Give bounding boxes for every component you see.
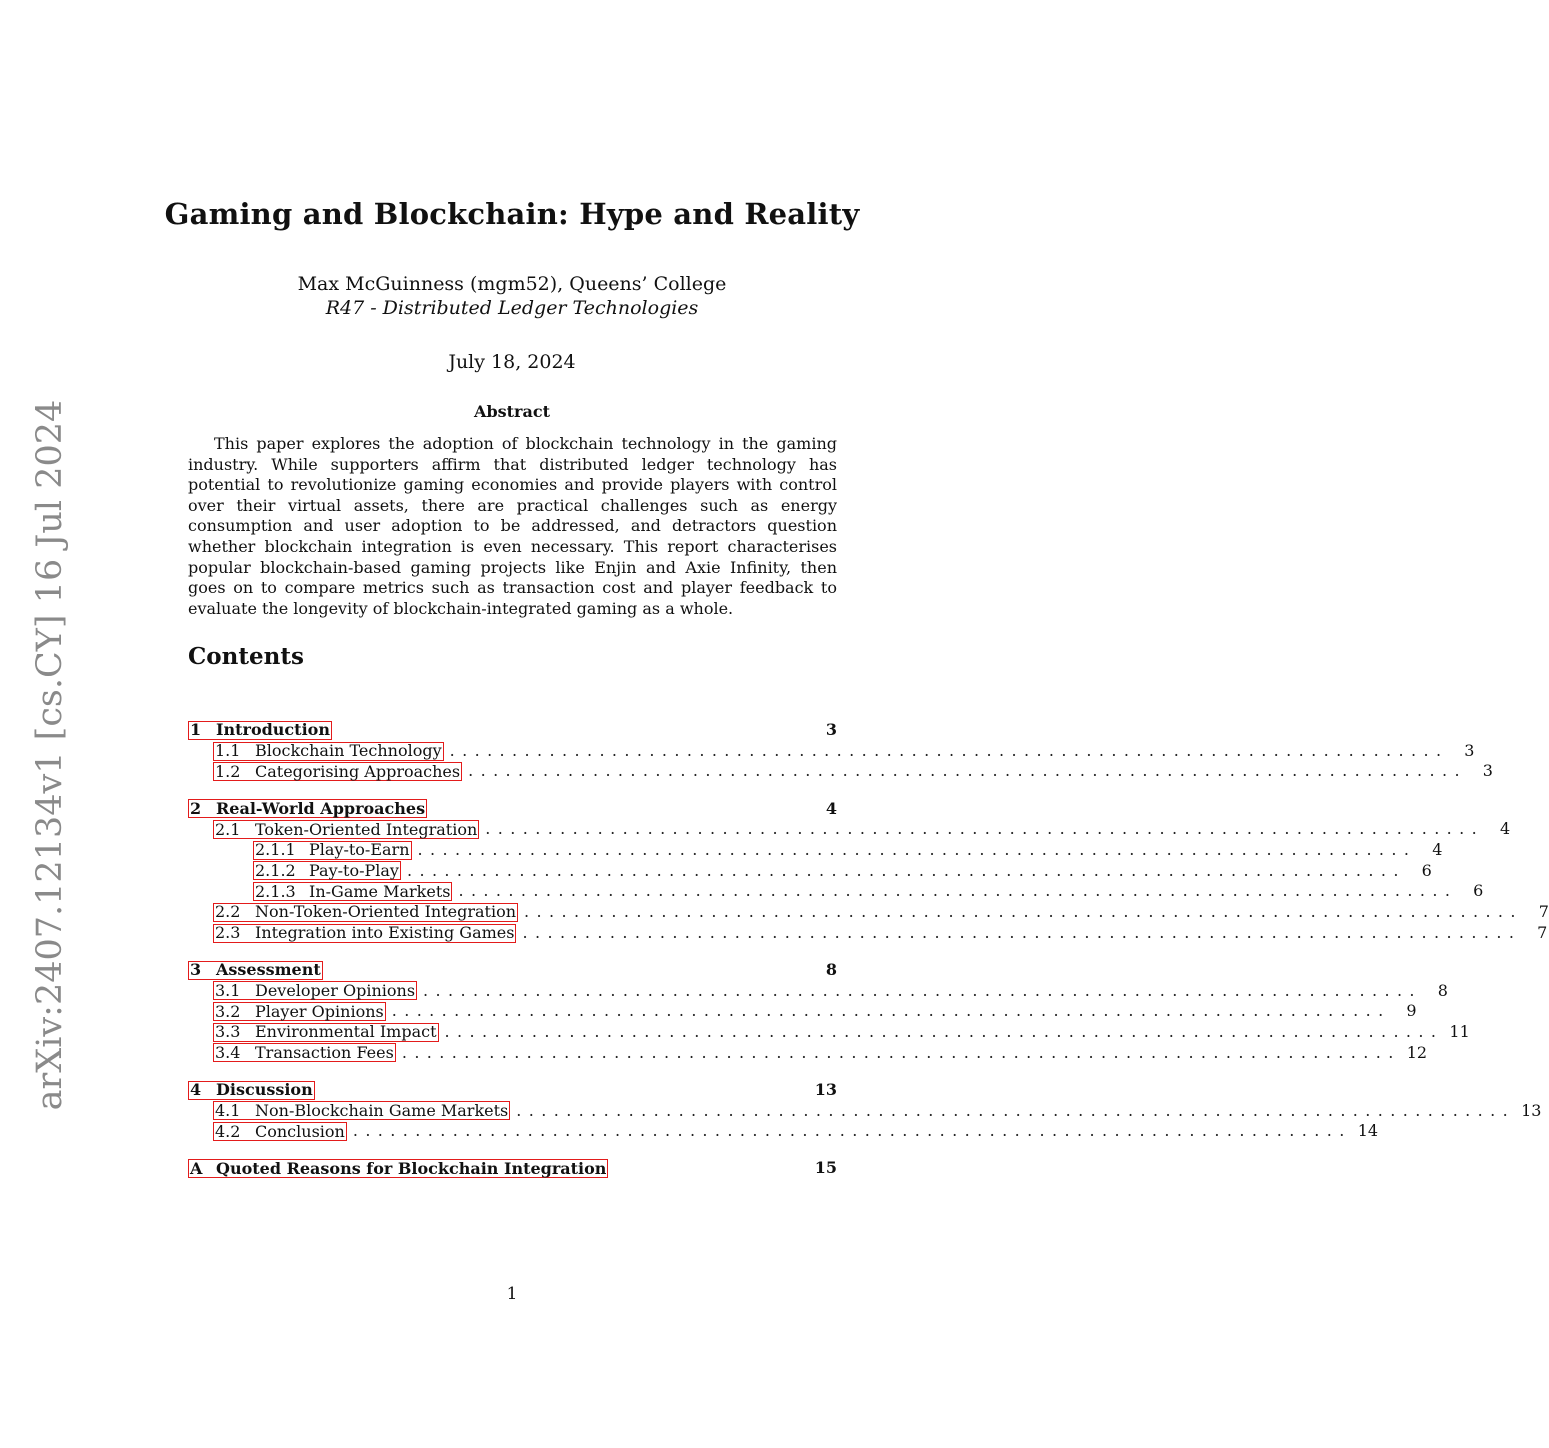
toc-title: Categorising Approaches <box>255 761 461 781</box>
toc-page-number: 9 <box>1406 1001 1417 1021</box>
toc-entry <box>188 1021 1470 1043</box>
toc-entry <box>188 1158 837 1179</box>
toc-number: 2.1.3 <box>255 881 296 901</box>
toc-page-number: 8 <box>1437 980 1448 1000</box>
toc-leader-dots: ................................................................................ <box>524 902 1523 921</box>
toc-title: Player Opinions <box>255 1001 384 1021</box>
toc-leader-dots: ................................................................................ <box>417 839 1417 859</box>
toc-page-number: 3 <box>825 720 837 739</box>
toc-link[interactable] <box>213 1101 510 1120</box>
paper-date: July 18, 2024 <box>448 351 576 373</box>
toc-page-number: 3 <box>1482 761 1493 781</box>
toc-number: 2.1.2 <box>255 860 296 880</box>
toc-page-number: 15 <box>814 1158 837 1178</box>
toc-entry <box>188 1042 1428 1064</box>
toc-entry <box>188 1100 1542 1122</box>
toc-leader-dots: ................................................................................ <box>444 1021 1444 1041</box>
toc-title: Transaction Fees <box>255 1042 394 1062</box>
toc-title: Play-to-Earn <box>309 840 410 860</box>
toc-number: 3.3 <box>215 1022 241 1042</box>
toc-leader-dots: ................................................................................ <box>522 922 1522 942</box>
toc-title: Non-Token-Oriented Integration <box>255 902 517 922</box>
toc-title: Developer Opinions <box>255 980 416 1000</box>
contents-heading: Contents <box>188 643 304 670</box>
toc-page-number: 7 <box>1537 922 1548 942</box>
toc-entry <box>188 1121 1379 1142</box>
toc-entry <box>188 740 1475 762</box>
toc-title: Assessment <box>216 960 321 980</box>
toc-leader-dots: ................................................................................ <box>423 980 1422 1000</box>
toc-link[interactable] <box>213 820 479 839</box>
toc-entry <box>188 819 1511 840</box>
toc-number: 4.1 <box>215 1100 241 1120</box>
toc-leader-dots: ................................................................................ <box>449 740 1449 760</box>
toc-entry <box>188 720 837 741</box>
abstract-text: This paper explores the adoption of blockchain technology in the gaming industry. While supporters affirm that distributed ledger technology has potential to revolutionize gaming economies and provide players with control over their virtual assets, there are practical challenges such as energy consumption and user adoption to be addressed, and detractors question whether blockchain integration is even necessary. This report characterises popular blockchain-based gaming projects like Enjin and Axie Infinity, then goes on to compare metrics such as transaction cost and player feedback to evaluate the longevity of blockchain-integrated gaming as a whole. <box>188 434 837 618</box>
toc-number: 4 <box>190 1080 202 1100</box>
toc-link[interactable] <box>253 882 452 901</box>
toc-number: 3.4 <box>215 1042 241 1062</box>
arxiv-identifier-stamp[interactable]: arXiv:2407.12134v1 [cs.CY] 16 Jul 2024 <box>30 399 70 1111</box>
toc-entry <box>188 1001 1417 1022</box>
toc-link[interactable] <box>188 721 332 740</box>
toc-title: Introduction <box>216 720 330 740</box>
toc-page-number: 11 <box>1449 1021 1470 1041</box>
toc-title: Conclusion <box>255 1121 345 1141</box>
toc-entry <box>188 1080 837 1101</box>
toc-page-number: 7 <box>1538 902 1549 921</box>
toc-link[interactable] <box>213 1002 386 1021</box>
toc-link[interactable] <box>188 1081 315 1100</box>
toc-page-number: 4 <box>1432 839 1443 859</box>
toc-leader-dots: ................................................................................ <box>458 881 1458 901</box>
toc-entry <box>188 839 1443 861</box>
toc-link[interactable] <box>253 841 412 860</box>
toc-link[interactable] <box>213 1043 396 1062</box>
toc-entry <box>188 761 1493 782</box>
toc-number: 1.1 <box>215 741 241 761</box>
toc-link[interactable] <box>213 762 462 781</box>
toc-link[interactable] <box>188 799 427 818</box>
toc-title: In-Game Markets <box>309 881 451 901</box>
toc-entry <box>188 860 1432 882</box>
toc-link[interactable] <box>213 1023 439 1042</box>
page-number: 1 <box>506 1284 518 1304</box>
toc-entry <box>188 980 1448 1002</box>
toc-title: Blockchain Technology <box>255 741 442 761</box>
toc-entry <box>188 902 1549 923</box>
toc-number: 2.3 <box>215 923 241 943</box>
toc-title: Integration into Existing Games <box>255 923 515 943</box>
toc-link[interactable] <box>253 861 401 880</box>
toc-page-number: 12 <box>1406 1042 1428 1062</box>
toc-leader-dots: ................................................................................ <box>352 1121 1352 1141</box>
toc-title: Environmental Impact <box>255 1022 437 1042</box>
toc-number: 1.2 <box>215 761 241 781</box>
toc-number: 4.2 <box>215 1121 241 1141</box>
toc-link[interactable] <box>213 742 444 761</box>
abstract-heading: Abstract <box>474 402 550 421</box>
toc-title: Pay-to-Play <box>309 860 399 880</box>
toc-link[interactable] <box>213 903 518 922</box>
toc-link[interactable] <box>213 924 516 943</box>
toc-page-number: 14 <box>1357 1121 1379 1141</box>
toc-title: Real-World Approaches <box>216 798 426 818</box>
toc-page-number: 4 <box>1499 819 1511 839</box>
toc-link[interactable] <box>188 1159 608 1178</box>
toc-title: Quoted Reasons for Blockchain Integration <box>216 1158 607 1178</box>
course-line: R47 - Distributed Ledger Technologies <box>325 297 699 319</box>
toc-entry <box>188 960 837 981</box>
toc-number: 3.2 <box>215 1001 241 1021</box>
toc-page-number: 6 <box>1473 881 1484 901</box>
toc-number: 1 <box>190 720 202 740</box>
toc-number: 3 <box>190 960 202 980</box>
toc-page-number: 13 <box>814 1079 837 1099</box>
toc-page-number: 8 <box>825 959 837 979</box>
toc-leader-dots: ................................................................................ <box>516 1100 1516 1120</box>
toc-leader-dots: ................................................................................ <box>406 860 1406 880</box>
author-line: Max McGuinness (mgm52), Queens’ College <box>297 273 727 295</box>
toc-leader-dots: ................................................................................ <box>401 1042 1401 1062</box>
toc-link[interactable] <box>213 981 417 1000</box>
toc-link[interactable] <box>188 961 323 980</box>
toc-number: 2.2 <box>215 902 241 922</box>
toc-entry <box>188 799 837 820</box>
toc-number: 2.1 <box>215 819 241 839</box>
toc-title: Discussion <box>216 1080 313 1100</box>
toc-number: 3.1 <box>215 980 241 1000</box>
toc-entry <box>188 881 1484 902</box>
toc-page-number: 6 <box>1421 860 1432 880</box>
toc-number: 2 <box>190 798 202 818</box>
toc-page-number: 3 <box>1464 740 1475 760</box>
toc-page-number: 13 <box>1521 1100 1542 1120</box>
toc-leader-dots: ................................................................................ <box>485 819 1485 839</box>
toc-page-number: 4 <box>825 798 837 818</box>
toc-number: 2.1.1 <box>255 840 296 860</box>
toc-title: Non-Blockchain Game Markets <box>255 1100 509 1120</box>
table-of-contents <box>188 720 1549 1179</box>
toc-leader-dots: ................................................................................ <box>468 761 1467 781</box>
toc-entry <box>188 922 1548 944</box>
toc-number: A <box>190 1158 203 1178</box>
toc-leader-dots: ................................................................................ <box>391 1001 1391 1021</box>
paper-title: Gaming and Blockchain: Hype and Reality <box>164 197 860 231</box>
toc-title: Token-Oriented Integration <box>255 819 478 839</box>
toc-link[interactable] <box>213 1122 347 1141</box>
